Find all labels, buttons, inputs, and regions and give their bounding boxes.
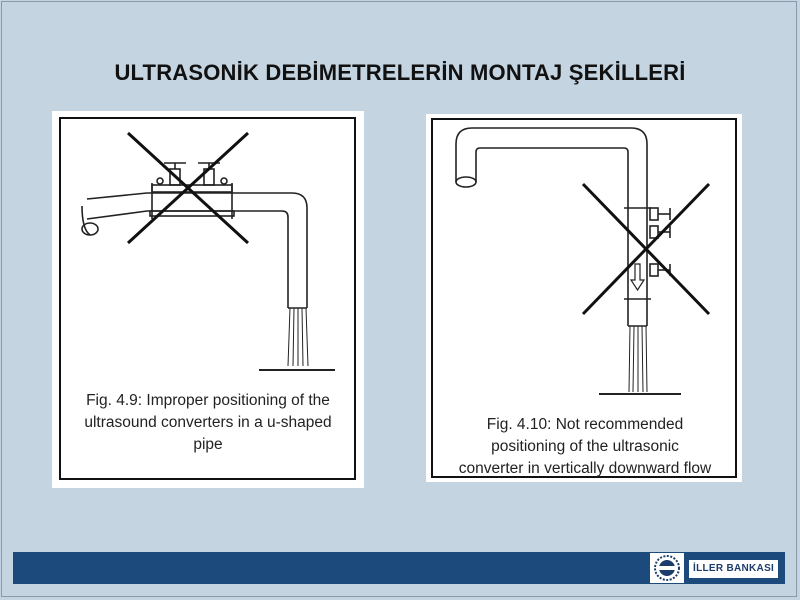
figure-4-9-panel	[52, 111, 364, 488]
iller-bankasi-logo-icon	[650, 553, 684, 583]
caption-line: Fig. 4.9: Improper positioning of the	[86, 392, 330, 409]
caption-line: Fig. 4.10: Not recommended	[486, 416, 684, 433]
figure-4-10-panel	[426, 114, 742, 482]
caption-line: pipe	[193, 436, 223, 453]
caption-line: ultrasound converters in a u-shaped	[84, 414, 332, 431]
figure-4-9-caption	[60, 390, 356, 456]
caption-line: converter in vertically downward flow	[458, 460, 712, 477]
brand-name: İLLER BANKASI	[689, 560, 778, 578]
caption-line: positioning of the ultrasonic	[491, 438, 679, 455]
figure-4-10-caption	[432, 414, 738, 480]
slide-title: ULTRASONİK DEBİMETRELERİN MONTAJ ŞEKİLLERİ	[114, 60, 686, 85]
